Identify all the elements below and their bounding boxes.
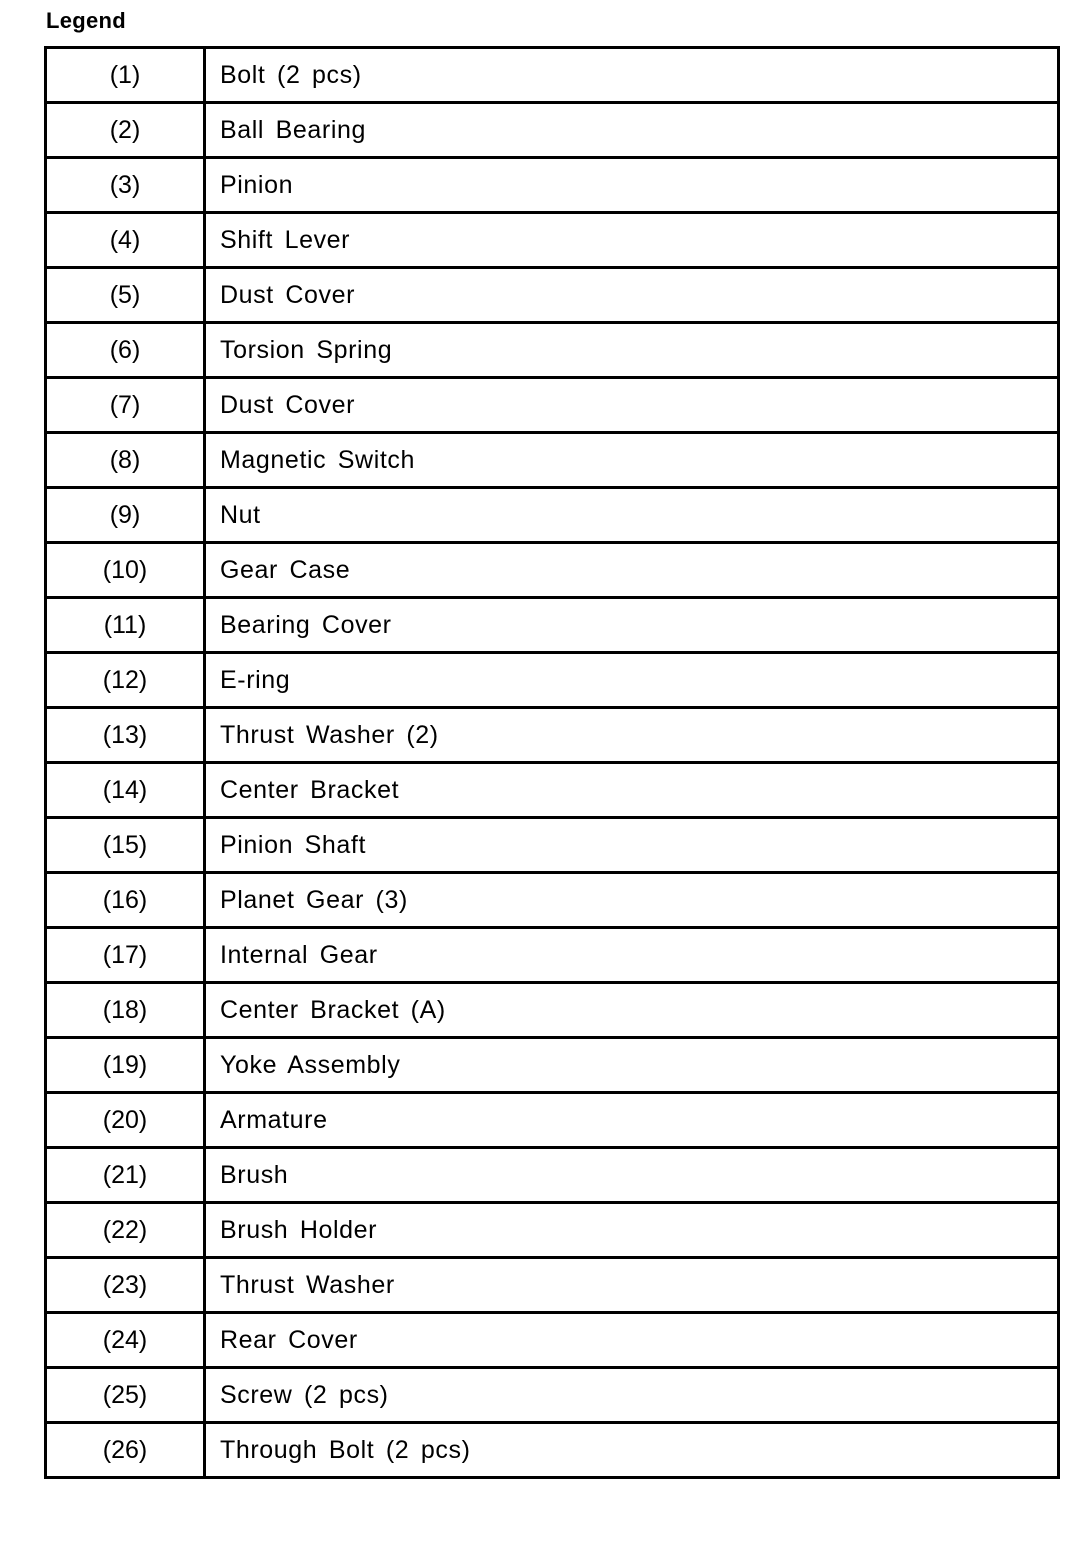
table-row: [46, 378, 1059, 433]
table-row: [46, 213, 1059, 268]
item-name: Dust Cover: [205, 268, 1059, 323]
item-number: (24): [46, 1313, 205, 1368]
item-number: (23): [46, 1258, 205, 1313]
table-row: [46, 763, 1059, 818]
table-row: [46, 1093, 1059, 1148]
item-name: Center Bracket (A): [205, 983, 1059, 1038]
table-row: [46, 488, 1059, 543]
item-number: (8): [46, 433, 205, 488]
item-number: (21): [46, 1148, 205, 1203]
table-row: [46, 1148, 1059, 1203]
item-number: (7): [46, 378, 205, 433]
item-name: Thrust Washer: [205, 1258, 1059, 1313]
table-row: [46, 598, 1059, 653]
item-name: Shift Lever: [205, 213, 1059, 268]
item-name: Armature: [205, 1093, 1059, 1148]
item-number: (18): [46, 983, 205, 1038]
item-name: Torsion Spring: [205, 323, 1059, 378]
item-number: (11): [46, 598, 205, 653]
table-row: [46, 983, 1059, 1038]
item-name: Bearing Cover: [205, 598, 1059, 653]
item-number: (14): [46, 763, 205, 818]
item-name: Brush: [205, 1148, 1059, 1203]
item-name: Pinion: [205, 158, 1059, 213]
table-row: [46, 48, 1059, 103]
table-row: [46, 323, 1059, 378]
table-row: [46, 708, 1059, 763]
item-name: Magnetic Switch: [205, 433, 1059, 488]
item-number: (16): [46, 873, 205, 928]
item-name: Bolt (2 pcs): [205, 48, 1059, 103]
item-name: Ball Bearing: [205, 103, 1059, 158]
legend-table: [44, 46, 1060, 1479]
item-number: (26): [46, 1423, 205, 1478]
table-row: [46, 1258, 1059, 1313]
item-number: (17): [46, 928, 205, 983]
item-name: E-ring: [205, 653, 1059, 708]
table-row: [46, 543, 1059, 598]
item-number: (22): [46, 1203, 205, 1258]
table-row: [46, 103, 1059, 158]
item-name: Yoke Assembly: [205, 1038, 1059, 1093]
item-name: Pinion Shaft: [205, 818, 1059, 873]
item-number: (19): [46, 1038, 205, 1093]
item-name: Through Bolt (2 pcs): [205, 1423, 1059, 1478]
item-number: (12): [46, 653, 205, 708]
item-number: (3): [46, 158, 205, 213]
table-row: [46, 818, 1059, 873]
item-number: (9): [46, 488, 205, 543]
legend-table-body: [46, 48, 1059, 1478]
item-name: Center Bracket: [205, 763, 1059, 818]
item-number: (4): [46, 213, 205, 268]
table-row: [46, 928, 1059, 983]
item-number: (2): [46, 103, 205, 158]
item-name: Brush Holder: [205, 1203, 1059, 1258]
item-name: Rear Cover: [205, 1313, 1059, 1368]
item-name: Thrust Washer (2): [205, 708, 1059, 763]
table-row: [46, 1038, 1059, 1093]
item-number: (6): [46, 323, 205, 378]
item-number: (10): [46, 543, 205, 598]
table-row: [46, 1423, 1059, 1478]
item-name: Planet Gear (3): [205, 873, 1059, 928]
item-name: Screw (2 pcs): [205, 1368, 1059, 1423]
table-row: [46, 653, 1059, 708]
legend-title: Legend: [46, 8, 127, 33]
item-number: (5): [46, 268, 205, 323]
item-number: (1): [46, 48, 205, 103]
item-number: (20): [46, 1093, 205, 1148]
item-number: (25): [46, 1368, 205, 1423]
table-row: [46, 1203, 1059, 1258]
table-row: [46, 1368, 1059, 1423]
item-name: Internal Gear: [205, 928, 1059, 983]
item-number: (15): [46, 818, 205, 873]
table-row: [46, 268, 1059, 323]
item-name: Dust Cover: [205, 378, 1059, 433]
item-name: Gear Case: [205, 543, 1059, 598]
table-row: [46, 158, 1059, 213]
table-row: [46, 433, 1059, 488]
table-row: [46, 1313, 1059, 1368]
item-number: (13): [46, 708, 205, 763]
item-name: Nut: [205, 488, 1059, 543]
table-row: [46, 873, 1059, 928]
